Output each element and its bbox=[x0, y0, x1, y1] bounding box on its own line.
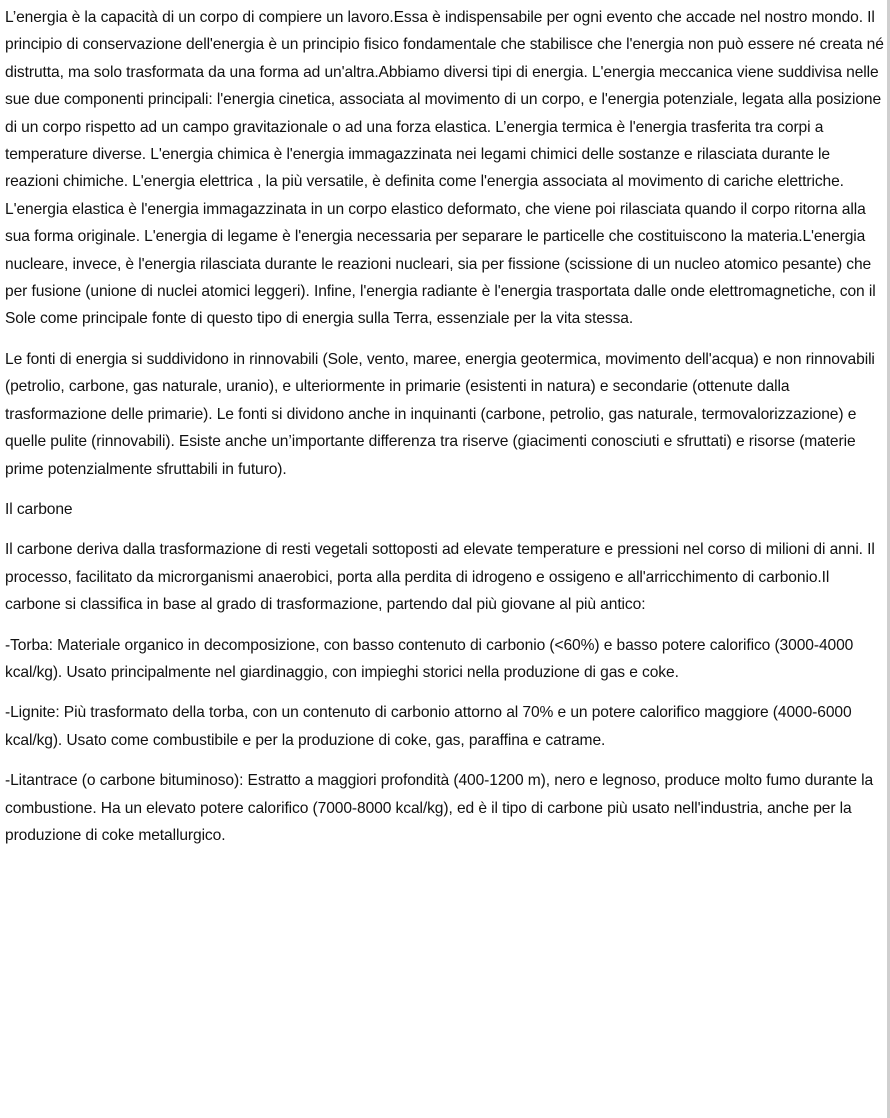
paragraph-carbone-origin: Il carbone deriva dalla trasformazione di resti vegetali sottoposti ad elevate temperature e pressioni nel corso di milioni di anni. Il processo, facilitato da microrganismi anaerobici, porta alla perdita di idrogeno e ossigeno e all'arricchimento di carbonio.Il carbone si classifica in base al grado di trasformazione, partendo dal più giovane al più antico: bbox=[5, 541, 875, 614]
document-body bbox=[5, 4, 885, 862]
section-heading-carbone: Il carbone bbox=[5, 500, 73, 518]
paragraph-energy-intro: L’energia è la capacità di un corpo di compiere un lavoro.Essa è indispensabile per ogni evento che accade nel nostro mondo. Il principio di conservazione dell'energia è un principio fisico fondamentale che stabilisce che l'energia non può essere né creata né distrutta, ma solo trasformata da una forma ad un'altra.Abbiamo diversi tipi di energia. L'energia meccanica viene suddivisa nelle sue due componenti principali: l'energia cinetica, associata al movimento di un corpo, e l'energia potenziale, legata alla posizione di un corpo rispetto ad un campo gravitazionale o ad una forza elastica. L’energia termica è l'energia trasferita tra corpi a temperature diverse. L'energia chimica è l'energia immagazzinata nei legami chimici delle sostanze e rilasciata durante le reazioni chimiche. L'energia elettrica , la più versatile, è definita come l'energia associata al movimento di cariche elettriche. L'energia elastica è l'energia immagazzinata in un corpo elastico deformato, che viene poi rilasciata quando il corpo ritorna alla sua forma originale. L'energia di legame è l'energia necessaria per separare le particelle che costituiscono la materia.L'energia nucleare, invece, è l'energia rilasciata durante le reazioni nucleari, sia per fissione (scissione di un nucleo atomico pesante) che per fusione (unione di nuclei atomici leggeri). Infine, l'energia radiante è l'energia trasportata dalle onde elettromagnetiche, con il Sole come principale fonte di questo tipo di energia sulla Terra, essenziale per la vita stessa. bbox=[5, 9, 884, 328]
list-item-lignite: -Lignite: Più trasformato della torba, con un contenuto di carbonio attorno al 70% e un potere calorifico maggiore (4000-6000 kcal/kg). Usato come combustibile e per la produzione di coke, gas, paraffina e catrame. bbox=[5, 704, 852, 749]
list-item-torba: -Torba: Materiale organico in decomposizione, con basso contenuto di carbonio (<60%) e basso potere calorifico (3000-4000 kcal/kg). Usato principalmente nel giardinaggio, con impieghi storici nella produzione di gas e coke. bbox=[5, 636, 854, 681]
list-item-litantrace: -Litantrace (o carbone bituminoso): Estratto a maggiori profondità (400-1200 m), nero e legnoso, produce molto fumo durante la combustione. Ha un elevato potere calorifico (7000-8000 kcal/kg), ed è il tipo di carbone più usato nell'industria, anche per la produzione di coke metallurgico. bbox=[5, 772, 874, 844]
paragraph-energy-sources: Le fonti di energia si suddividono in rinnovabili (Sole, vento, maree, energia geotermica, movimento dell'acqua) e non rinnovabili (petrolio, carbone, gas naturale, uranio), e ulteriormente in primarie (esistenti in natura) e secondarie (ottenute dalla trasformazione delle primarie). Le fonti si dividono anche in inquinanti (carbone, petrolio, gas naturale, termovalorizzazione) e quelle pulite (rinnovabili). Esiste anche un’importante differenza tra riserve (giacimenti conosciuti e sfruttati) e risorse (materie prime potenzialmente sfruttabili in futuro). bbox=[5, 350, 875, 478]
